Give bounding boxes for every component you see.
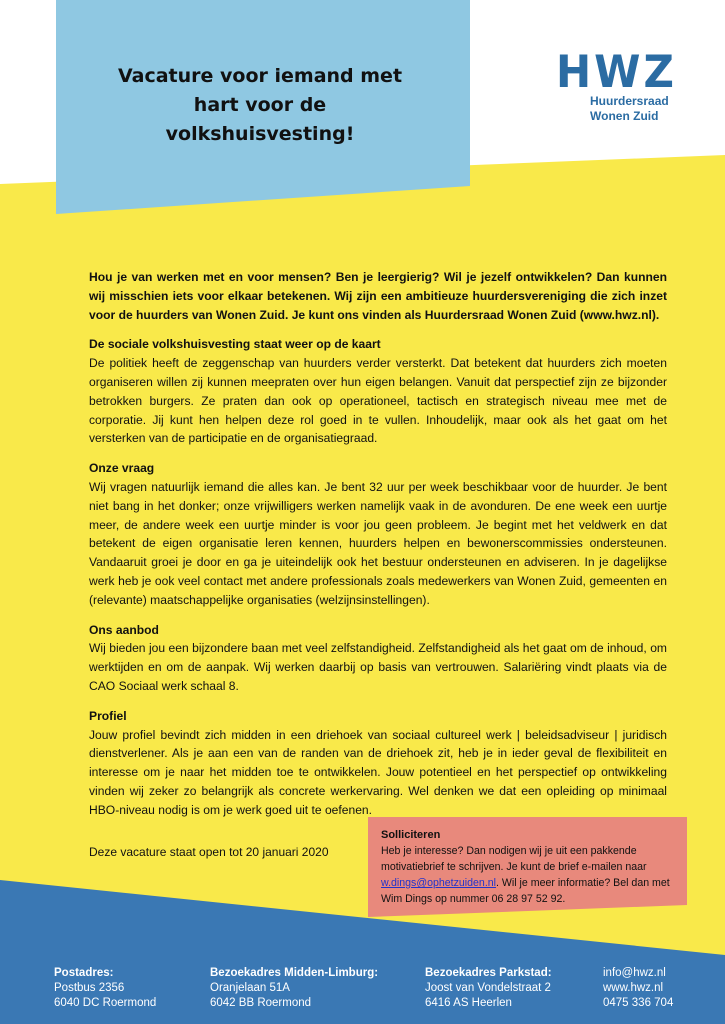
footer-midden-limburg [210,966,378,1011]
section-heading: Ons aanbod [89,622,159,637]
apply-text-after: . Wil je meer informatie? Bel dan met Wim Dings op nummer 06 28 97 52 92. [381,877,670,905]
footer-email[interactable]: info@hwz.nl [603,967,666,979]
footer-line: Postbus 2356 [54,982,125,994]
section-body: Wij bieden jou een bijzondere baan met veel zelfstandigheid. Zelfstandigheid als het gaat om de inhoud, om werktijden en om de aanpak. Wij werken daarbij op basis van vertrouwen. Salariëring vindt plaats via de CAO Sociaal werk schaal 8. [89,641,667,693]
footer-line: Joost van Vondelstraat 2 [425,982,551,994]
footer-heading: Bezoekadres Midden-Limburg: [210,967,379,979]
section-body: De politiek heeft de zeggenschap van huurders verder versterkt. Dat betekent dat huurders zich moeten organiseren willen zij kunnen meepraten over hun eigen belangen. Vanuit dat perspectief zijn ze bijzonder betrokken burgers. Ze praten dan ook op operationeel, tactisch en strategisch niveau mee met de corporatie. Jij kunt hen helpen deze rol goed in te vullen. Inhoudelijk, maar ook als het gaat om het versterken van de participatie en de organisatiegraad. [89,356,667,446]
apply-title: Solliciteren [381,829,441,841]
apply-paragraph [381,843,681,907]
footer-phone: 0475 336 704 [603,997,674,1009]
section-heading: Onze vraag [89,461,155,476]
footer-parkstad [425,966,552,1011]
footer-postadres [54,966,156,1011]
apply-content [381,827,681,907]
section-body: Wij vragen natuurlijk iemand die alles kan. Je bent 32 uur per week beschikbaar voor de huurder. Je bent niet bang in het donker; onze vrijwilligers werken namelijk vaak in de avonduren. De ene week een uurtje meer, de andere week een uurtje minder is voor jou geen probleem. Je begint met het veldwerk en dat betekent de eigen organisatie leren kennen, huurders helpen en bewonerscommissies ondersteunen. Vandaaruit groei je door en ga je uiteindelijk ook het bestuur ondersteunen en adviseren. In je dagelijkse werk heb je ook veel contact met andere professionals zoals medewerkers van Wonen Zuid, gemeenten en (relevante) maatschappelijke organisaties (welzijnsinstellingen). [89,479,667,607]
footer-heading: Bezoekadres Parkstad: [425,967,552,979]
section-body: Jouw profiel bevindt zich midden in een driehoek van sociaal cultureel werk | beleidsadviseur | juridisch dienstverlener. Als je aan een van de randen van de driehoek zit, heb je in ieder geval de flexibiliteit en interesse om je naar het midden toe te ontwikkelen. Jouw potentieel en het perspectief op ontwikkeling vinden wij zeker zo belangrijk als concrete werkervaring. Wel denken we dat een opleiding op minimaal HBO-niveau nodig is om je werk goed uit te oefenen. [89,727,667,817]
section-ons-aanbod [89,621,667,696]
logo-mark: HWZ [556,45,677,98]
logo-line-2: Wonen Zuid [590,109,659,123]
email-link[interactable]: w.dings@ophetzuiden.nl [381,877,497,889]
section-heading: De sociale volkshuisvesting staat weer op de kaart [89,337,381,352]
footer [0,966,725,1024]
footer-website[interactable]: www.hwz.nl [603,982,664,994]
page-title: Vacature voor iemand met hart voor de volkshuisvesting! [117,65,403,145]
hwz-logo [556,45,696,124]
footer-line: 6042 BB Roermond [210,997,312,1009]
section-profiel [89,707,667,820]
deadline-text: Deze vacature staat open tot 20 januari 2020 [89,845,329,859]
footer-line: Oranjelaan 51A [210,982,290,994]
vacancy-body [89,268,667,831]
apply-text-before: Heb je interesse? Dan nodigen wij je uit een pakkende motivatiebrief te schrijven. Je kunt de brief e-mailen naar [381,845,647,873]
section-heading: Profiel [89,708,127,723]
section-onze-vraag [89,459,667,609]
section-volkshuisvesting [89,335,667,448]
footer-line: 6040 DC Roermond [54,997,157,1009]
footer-line: 6416 AS Heerlen [425,997,512,1009]
intro-paragraph: Hou je van werken met en voor mensen? Ben je leergierig? Wil je jezelf ontwikkelen? Dan kunnen wij misschien iets voor elkaar betekenen. Wij zijn een ambitieuze huurdersvereniging die zich inzet voor de huurders van Wonen Zuid. Je kunt ons vinden als Huurdersraad Wonen Zuid (www.hwz.nl). [89,270,667,322]
logo-line-1: Huurdersraad [590,94,669,108]
footer-heading: Postadres: [54,967,114,979]
footer-contact [603,966,673,1011]
